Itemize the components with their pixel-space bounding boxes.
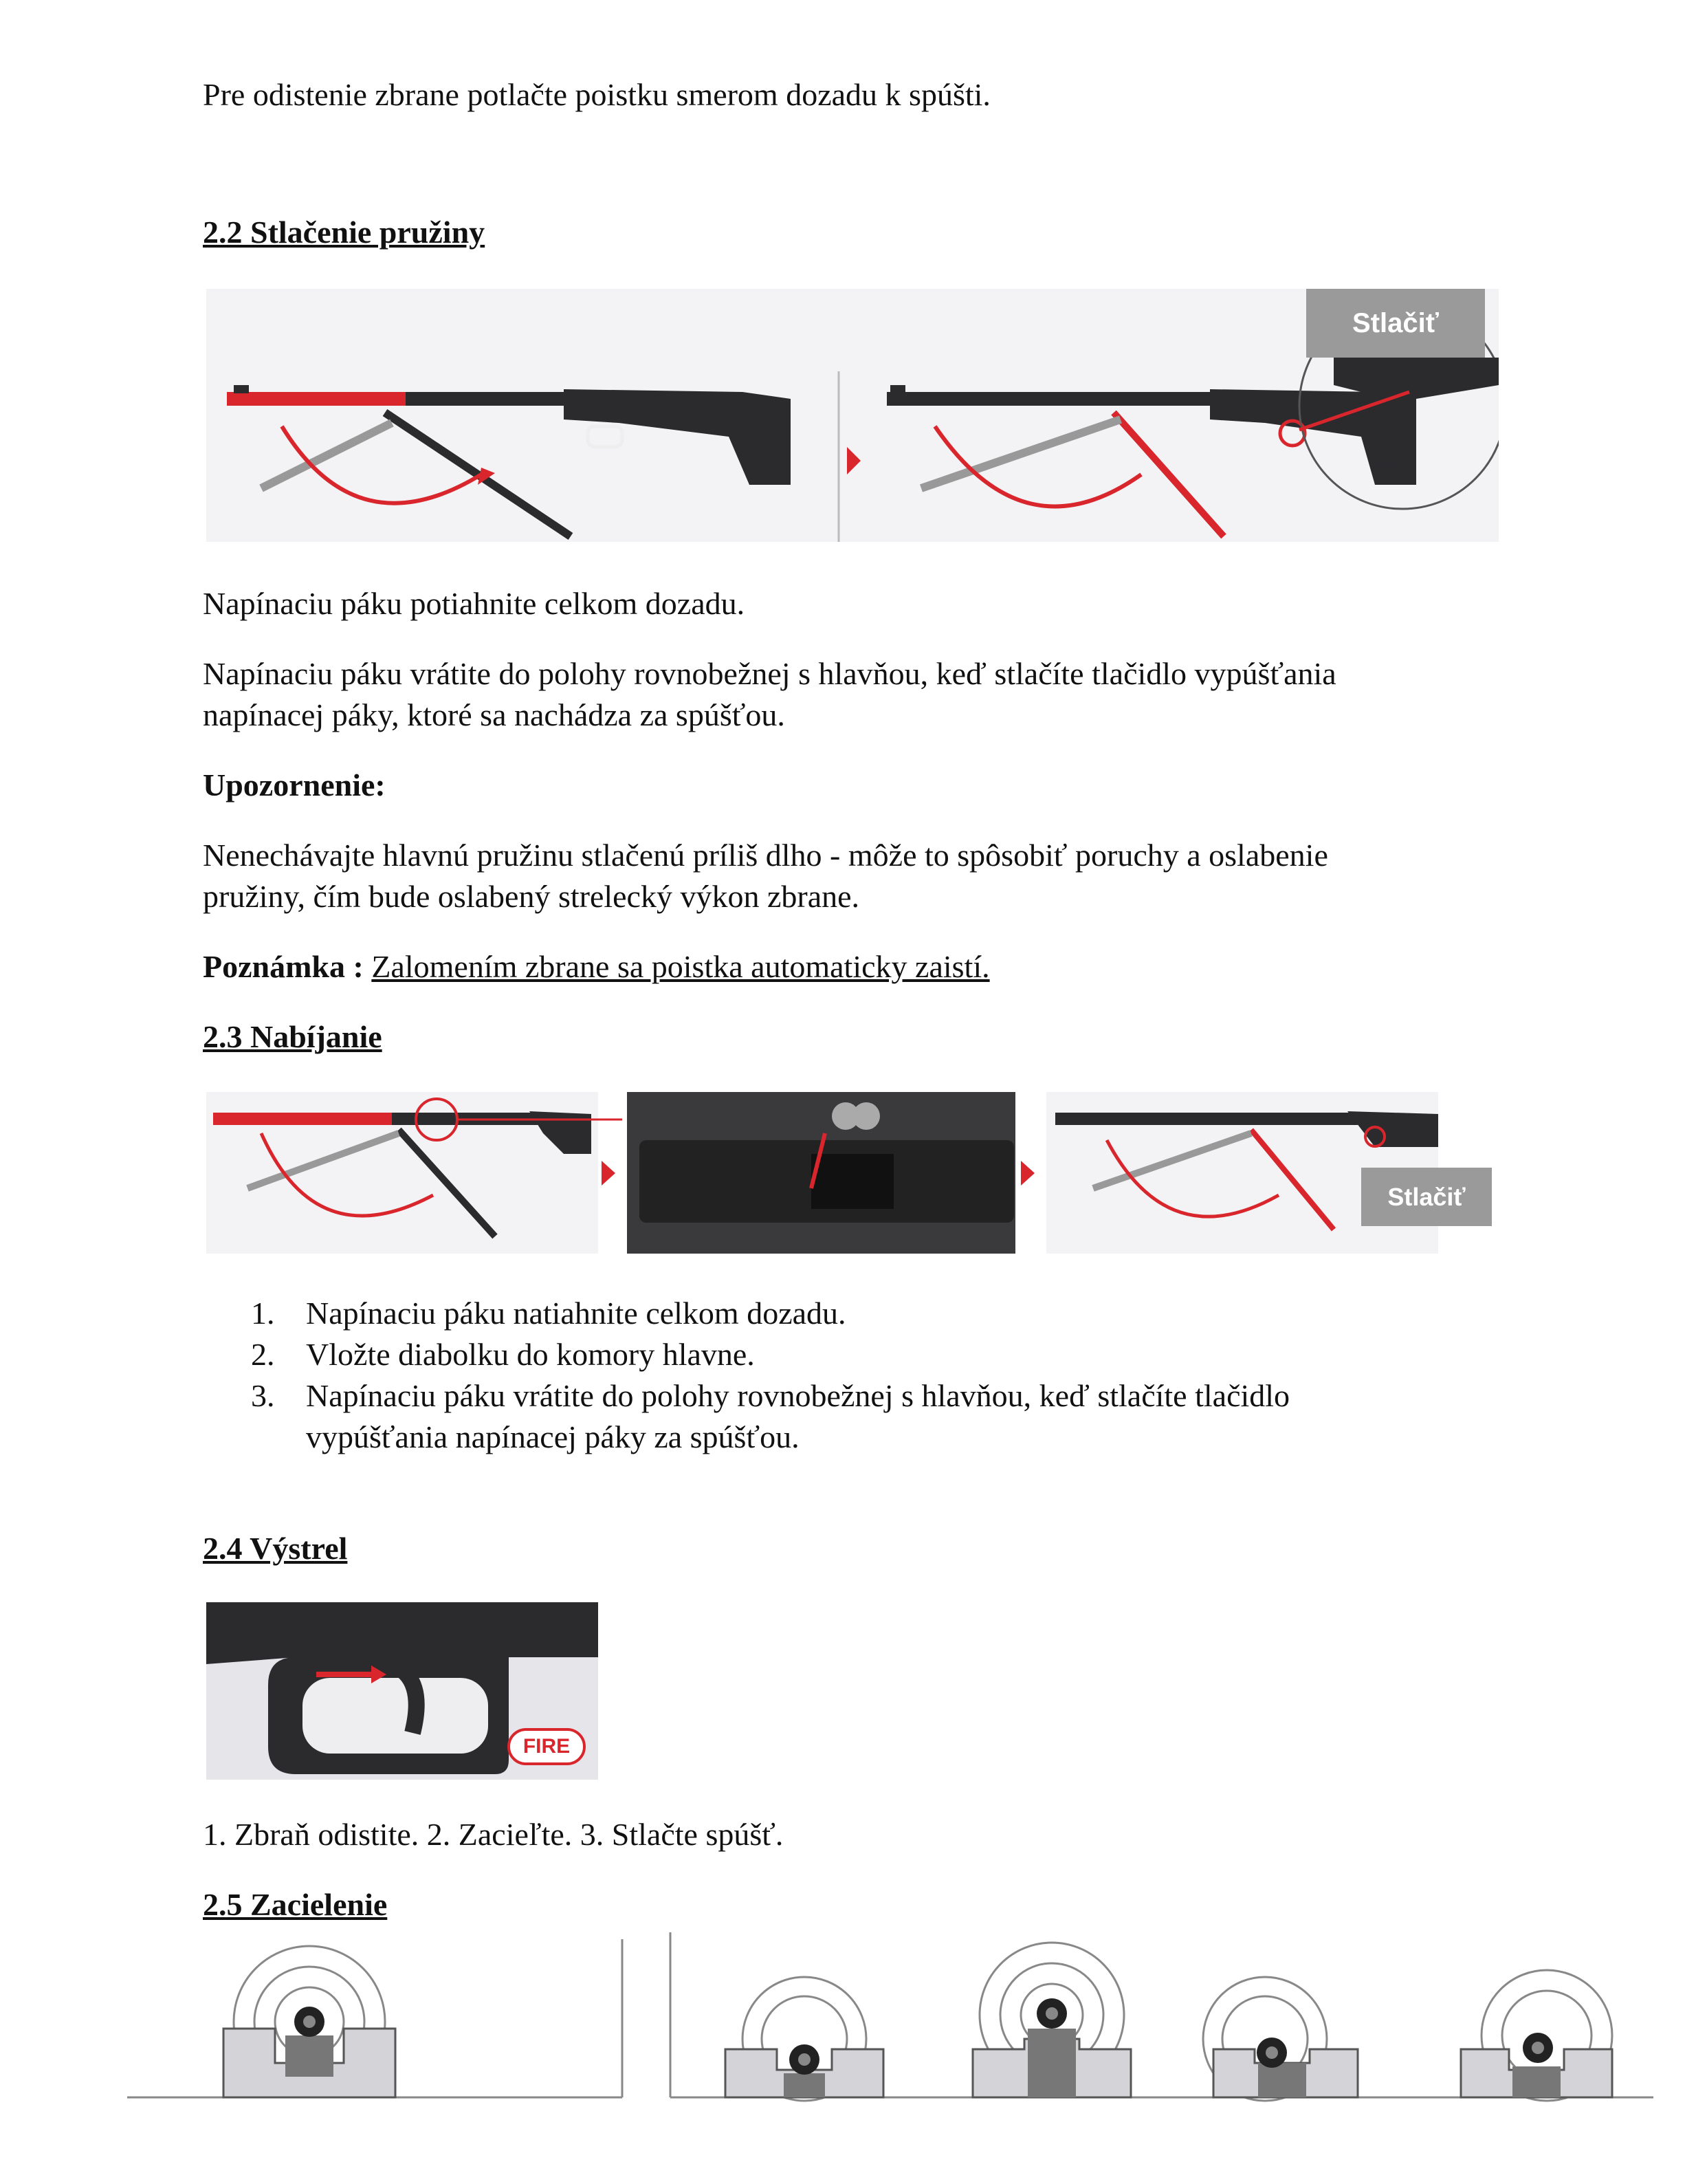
section-2-4-heading: 2.4 Výstrel bbox=[203, 1531, 348, 1566]
section-2-3-heading: 2.3 Nabíjanie bbox=[203, 1019, 382, 1054]
para-cocking-2-line2: napínacej páky, ktoré sa nachádza za spúšťou. bbox=[203, 697, 785, 732]
trigger-figure bbox=[206, 1602, 598, 1780]
list-item: 3. Napínaciu páku vrátite do polohy rovnobežnej s hlavňou, keď stlačíte tlačidlo bbox=[251, 1378, 1290, 1413]
loading-figure bbox=[206, 1092, 1499, 1254]
section-2-2-heading: 2.2 Stlačenie pružiny bbox=[203, 215, 485, 250]
aiming-figure bbox=[127, 1925, 1667, 2104]
sight-correct-icon bbox=[223, 1946, 395, 2097]
sight-high-icon bbox=[973, 1943, 1131, 2097]
sight-left-icon bbox=[1461, 1970, 1612, 2101]
section-2-5-heading: 2.5 Zacielenie bbox=[203, 1887, 388, 1922]
note-line bbox=[203, 946, 990, 987]
rifle-left-icon bbox=[227, 385, 791, 536]
sight-right-icon bbox=[1203, 1977, 1358, 2101]
press-badge-2: Stlačiť bbox=[1361, 1168, 1492, 1226]
warning-label: Upozornenie: bbox=[203, 767, 386, 802]
para-cocking-1: Napínaciu páku potiahnite celkom dozadu. bbox=[203, 586, 745, 621]
list-item: 1. Napínaciu páku natiahnite celkom dozadu. bbox=[251, 1296, 846, 1331]
cocking-illustration bbox=[206, 289, 1499, 542]
cocking-figure bbox=[206, 289, 1499, 542]
loading-illustration bbox=[206, 1092, 1499, 1254]
sight-low-icon bbox=[725, 1977, 883, 2101]
loading-steps bbox=[203, 1293, 1509, 1458]
list-item: 2. Vložte diabolku do komory hlavne. bbox=[251, 1337, 755, 1372]
warning-line2: pružiny, čím bude oslabený strelecký výkon zbrane. bbox=[203, 879, 860, 914]
press-badge: Stlačiť bbox=[1306, 289, 1485, 358]
intro-text: Pre odistenie zbrane potlačte poistku smerom dozadu k spúšti. bbox=[203, 77, 991, 112]
para-cocking-2-line1: Napínaciu páku vrátite do polohy rovnobežnej s hlavňou, keď stlačíte tlačidlo vypúšťania bbox=[203, 656, 1336, 691]
fire-label: FIRE bbox=[522, 1735, 571, 1758]
aiming-illustration bbox=[127, 1925, 1667, 2104]
warning-line1: Nenechávajte hlavnú pružinu stlačenú príliš dlho - môže to spôsobiť poruchy a oslabenie bbox=[203, 838, 1328, 873]
note-text: Zalomením zbrane sa poistka automaticky zaistí. bbox=[371, 949, 990, 984]
list-item-continuation: vypúšťania napínacej páky za spúšťou. bbox=[306, 1419, 800, 1454]
firing-steps: 1. Zbraň odistite. 2. Zacieľte. 3. Stlačte spúšť. bbox=[203, 1817, 784, 1852]
note-label: Poznámka : bbox=[203, 949, 364, 984]
